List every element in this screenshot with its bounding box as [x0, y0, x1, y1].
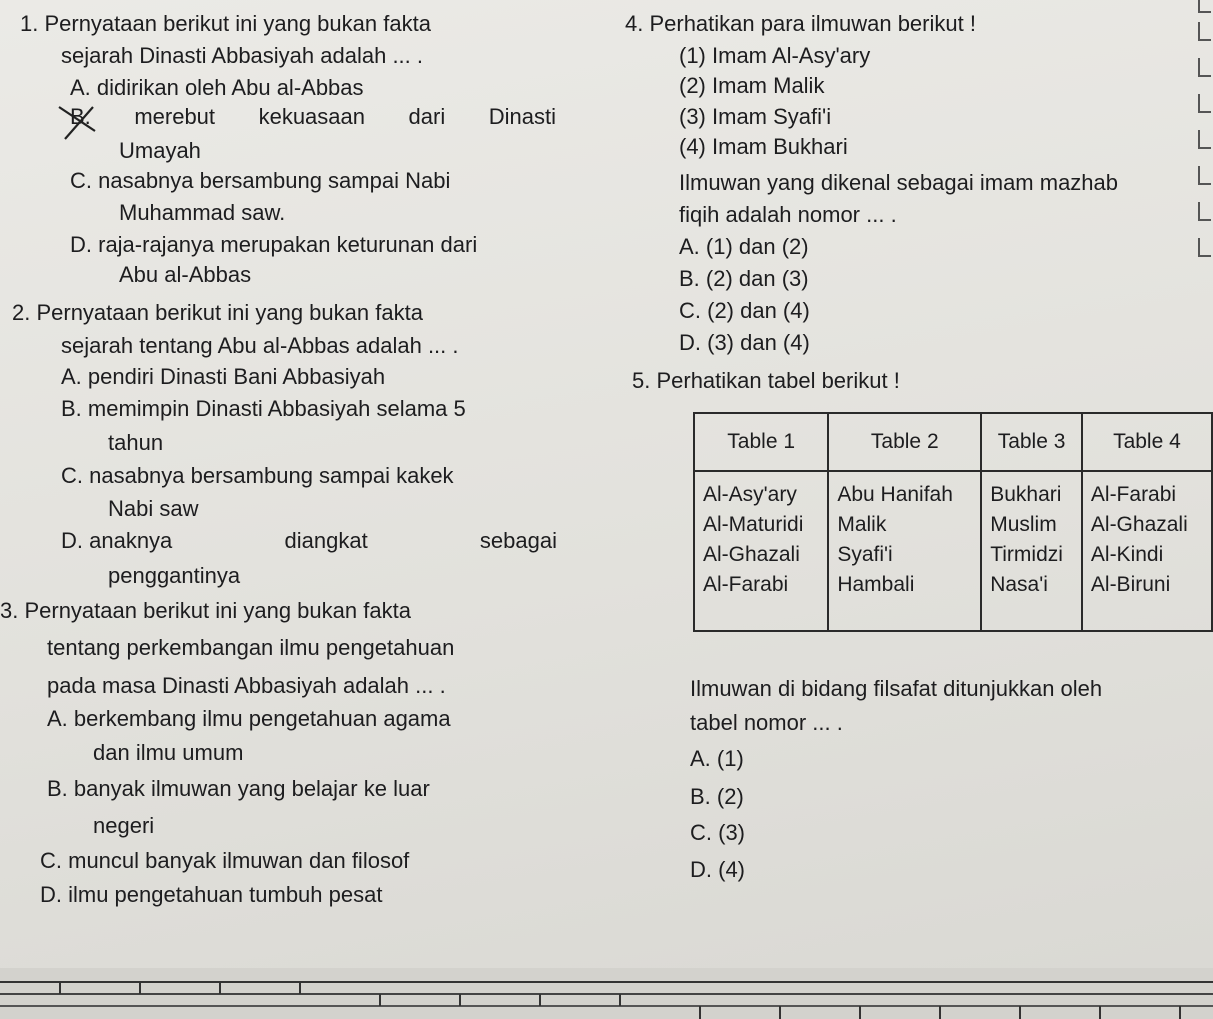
- q5-option-c: C. (3): [690, 820, 745, 845]
- table-header: Table 2: [828, 413, 981, 471]
- table-cell: Bukhari: [990, 483, 1062, 506]
- q1-option-a: A. didirikan oleh Abu al-Abbas: [70, 75, 364, 100]
- scholar-table: [693, 412, 1213, 632]
- q4-option-a: A. (1) dan (2): [679, 234, 809, 259]
- table-cell: Al-Kindi: [1090, 543, 1164, 566]
- table-column-3: [981, 471, 1082, 631]
- q5-option-d: D. (4): [690, 857, 745, 882]
- table-column-2: [828, 471, 981, 631]
- q1-b-word: dari: [408, 104, 446, 129]
- q3-stem-line1: 3. Pernyataan berikut ini yang bukan fakta: [0, 598, 411, 623]
- q4-option-c: C. (2) dan (4): [679, 298, 810, 323]
- q2-option-b: B. memimpin Dinasti Abbasiyah selama 5: [61, 396, 466, 421]
- q2-d-word: D. anaknya: [61, 528, 173, 553]
- table-column-4: [1082, 471, 1212, 631]
- table-cell: Al-Biruni: [1090, 573, 1171, 596]
- table-cell: Abu Hanifah: [837, 483, 953, 506]
- q1-option-c-line2: Muhammad saw.: [119, 200, 286, 225]
- q1-option-d-line2: Abu al-Abbas: [119, 262, 252, 287]
- q3-stem-line2: tentang perkembangan ilmu pengetahuan: [47, 635, 455, 660]
- table-cell: Al-Maturidi: [703, 513, 804, 536]
- q1-b-word: kekuasaan: [258, 104, 365, 129]
- table-cell: Syafi'i: [837, 543, 893, 566]
- q2-stem-line2: sejarah tentang Abu al-Abbas adalah ... .: [61, 333, 459, 358]
- q2-stem-line1: 2. Pernyataan berikut ini yang bukan fakta: [12, 300, 423, 325]
- table-cell: Tirmidzi: [990, 543, 1063, 566]
- q1-option-c: C. nasabnya bersambung sampai Nabi: [70, 168, 451, 193]
- q1-b-word: B.: [70, 104, 91, 129]
- q1-option-b: [70, 104, 556, 130]
- table-cell: Malik: [837, 513, 887, 536]
- table-cell: Muslim: [990, 513, 1057, 536]
- q4-question-line1: Ilmuwan yang dikenal sebagai imam mazhab: [679, 170, 1119, 195]
- q3-option-a: A. berkembang ilmu pengetahuan agama: [47, 706, 451, 731]
- q2-d-word: diangkat: [284, 528, 368, 553]
- q4-stem-line1: 4. Perhatikan para ilmuwan berikut !: [625, 11, 976, 36]
- q1-stem-line1: 1. Pernyataan berikut ini yang bukan fakta: [20, 11, 431, 36]
- table-cell: Al-Farabi: [1090, 483, 1177, 506]
- table-cell: Al-Asy'ary: [703, 483, 797, 506]
- q5-option-a: A. (1): [690, 746, 744, 771]
- table-column-1: [694, 471, 828, 631]
- q3-option-c: C. muncul banyak ilmuwan dan filosof: [40, 848, 410, 873]
- table-cell: Nasa'i: [990, 573, 1048, 596]
- q5-question-line2: tabel nomor ... .: [690, 710, 843, 735]
- q2-d-word: sebagai: [479, 528, 557, 553]
- q4-option-d: D. (3) dan (4): [679, 330, 810, 355]
- q3-stem-line3: pada masa Dinasti Abbasiyah adalah ... .: [47, 673, 446, 698]
- q1-option-b-line2: Umayah: [119, 138, 201, 163]
- q5-stem-line1: 5. Perhatikan tabel berikut !: [632, 368, 900, 393]
- q5-question-line1: Ilmuwan di bidang filsafat ditunjukkan oleh: [690, 676, 1103, 701]
- q2-option-d-line2: penggantinya: [108, 563, 241, 588]
- table-cell: Al-Ghazali: [703, 543, 800, 566]
- q2-option-b-line2: tahun: [108, 430, 164, 455]
- table-header: Table 3: [981, 413, 1082, 471]
- q4-item-3: (3) Imam Syafi'i: [679, 104, 832, 129]
- q4-question-line2: fiqih adalah nomor ... .: [679, 202, 897, 227]
- q2-option-c-line2: Nabi saw: [108, 496, 199, 521]
- table-header: Table 4: [1082, 413, 1212, 471]
- q3-option-b-line2: negeri: [93, 813, 155, 838]
- q1-b-word: Dinasti: [488, 104, 556, 129]
- table-cell: Al-Ghazali: [1090, 513, 1188, 536]
- q4-item-1: (1) Imam Al-Asy'ary: [679, 43, 871, 68]
- q4-item-4: (4) Imam Bukhari: [679, 134, 848, 159]
- q3-option-a-line2: dan ilmu umum: [93, 740, 244, 765]
- q1-stem-line2: sejarah Dinasti Abbasiyah adalah ... .: [61, 43, 424, 68]
- bottom-page-edge: [0, 968, 1213, 1019]
- q2-option-c: C. nasabnya bersambung sampai kakek: [61, 463, 454, 488]
- table-header: Table 1: [694, 413, 828, 471]
- q2-option-a: A. pendiri Dinasti Bani Abbasiyah: [61, 364, 386, 389]
- binder-edge-marks: [1185, 0, 1213, 260]
- table-row: [694, 471, 1212, 631]
- table-cell: Hambali: [837, 573, 915, 596]
- q2-option-d: [61, 528, 557, 554]
- handwritten-cross-mark: [55, 103, 105, 143]
- q1-b-word: merebut: [134, 104, 216, 129]
- q3-option-d: D. ilmu pengetahuan tumbuh pesat: [40, 882, 383, 907]
- table-cell: Al-Farabi: [703, 573, 789, 596]
- table-header-row: [694, 413, 1212, 471]
- q4-option-b: B. (2) dan (3): [679, 266, 809, 291]
- q5-option-b: B. (2): [690, 784, 744, 809]
- q1-option-d: D. raja-rajanya merupakan keturunan dari: [70, 232, 478, 257]
- q3-option-b: B. banyak ilmuwan yang belajar ke luar: [47, 776, 430, 801]
- q4-item-2: (2) Imam Malik: [679, 73, 825, 98]
